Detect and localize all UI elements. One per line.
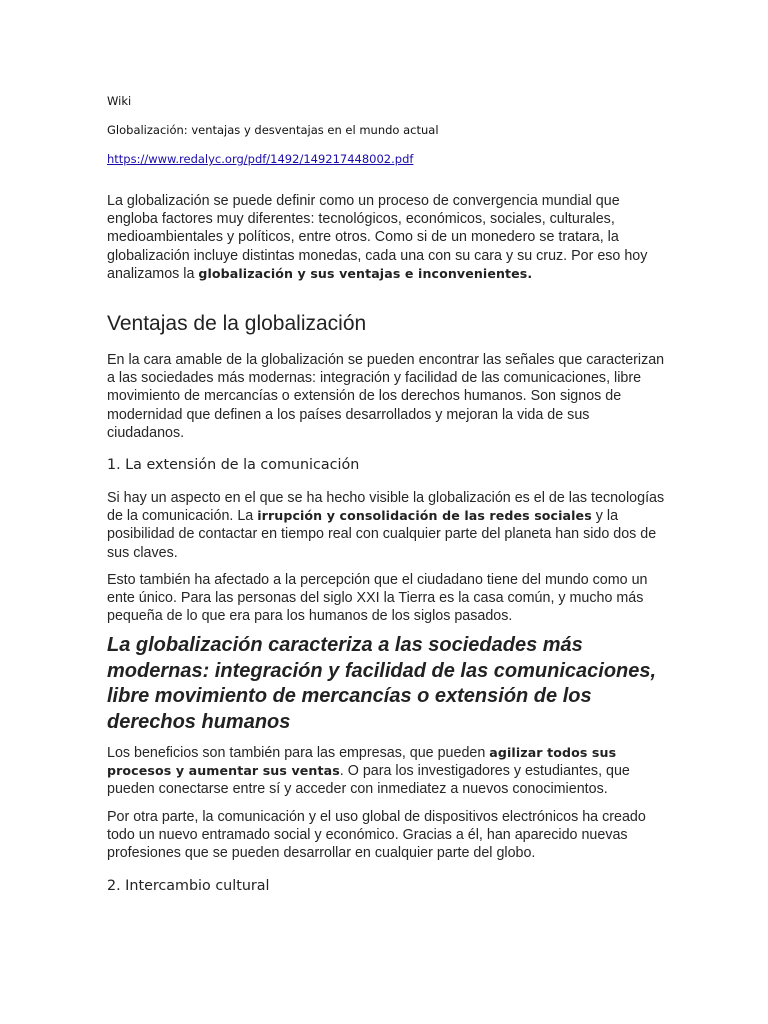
p3-text-after: . O para los investigadores y estudiantes, que pueden conectarse entre sí y acceder con inmediatez a nuevos conocimientos. [107, 763, 630, 798]
subsection-1-paragraph-1 [107, 489, 667, 562]
p3-text-before: Los beneficios son también para las empresas, que pueden [107, 745, 490, 761]
source-link[interactable]: https://www.redalyc.org/pdf/1492/149217448002.pdf [107, 152, 414, 166]
p1-text-before: Si hay un aspecto en el que se ha hecho visible la globalización es el de las tecnologías de la comunicación. La [107, 490, 665, 525]
wiki-label: Wiki [107, 94, 132, 108]
pull-quote: La globalización caracteriza a las sociedades más modernas: integración y facilidad de las comunicaciones, libre movimiento de mercancías o extensión de los derechos humanos [107, 634, 657, 733]
section-title: Ventajas de la globalización [107, 312, 367, 335]
p1-bold-text: irrupción y consolidación de las redes sociales [257, 508, 592, 524]
subsection-1-paragraph-2: Esto también ha afectado a la percepción que el ciudadano tiene del mundo como un ente único. Para las personas del siglo XXI la Tierra es la casa común, y mucho más pequeña de lo que era para los humanos de los siglos pasados. [107, 572, 648, 625]
intro-text: La globalización se puede definir como un proceso de convergencia mundial que engloba factores muy diferentes: tecnológicos, económicos, sociales, culturales, medioambientales y políticos, entre otros. Como si de un monedero se tratara, la globalización incluye distintas monedas, cada una con su cara y su cruz. Por eso hoy analizamos la [107, 193, 648, 282]
p1-text-after: y la posibilidad de contactar en tiempo real con cualquier parte del planeta han sido dos de sus claves. [107, 508, 657, 561]
intro-paragraph [107, 192, 667, 283]
subsection-1-title: 1. La extensión de la comunicación [107, 457, 360, 473]
document-subtitle: Globalización: ventajas y desventajas en el mundo actual [107, 123, 439, 137]
subsection-1-paragraph-3 [107, 744, 667, 799]
intro-bold-text: globalización y sus ventajas e inconvenientes. [198, 265, 533, 281]
p3-bold-text: agilizar todos sus procesos y aumentar sus ventas [107, 745, 617, 779]
subsection-2-title: 2. Intercambio cultural [107, 878, 270, 894]
section-intro-paragraph: En la cara amable de la globalización se pueden encontrar las señales que caracterizan a las sociedades más modernas: integración y facilidad de las comunicaciones, libre movimiento de mercancías o extensión de los derechos humanos. Son signos de modernidad que definen a los países desarrollados y mejoran la vida de sus ciudadanos. [107, 352, 665, 441]
subsection-1-paragraph-4: Por otra parte, la comunicación y el uso global de dispositivos electrónicos ha creado todo un nuevo entramado social y económico. Gracias a él, han aparecido nuevas profesiones que se pueden desarrollar en cualquier parte del globo. [107, 809, 646, 862]
